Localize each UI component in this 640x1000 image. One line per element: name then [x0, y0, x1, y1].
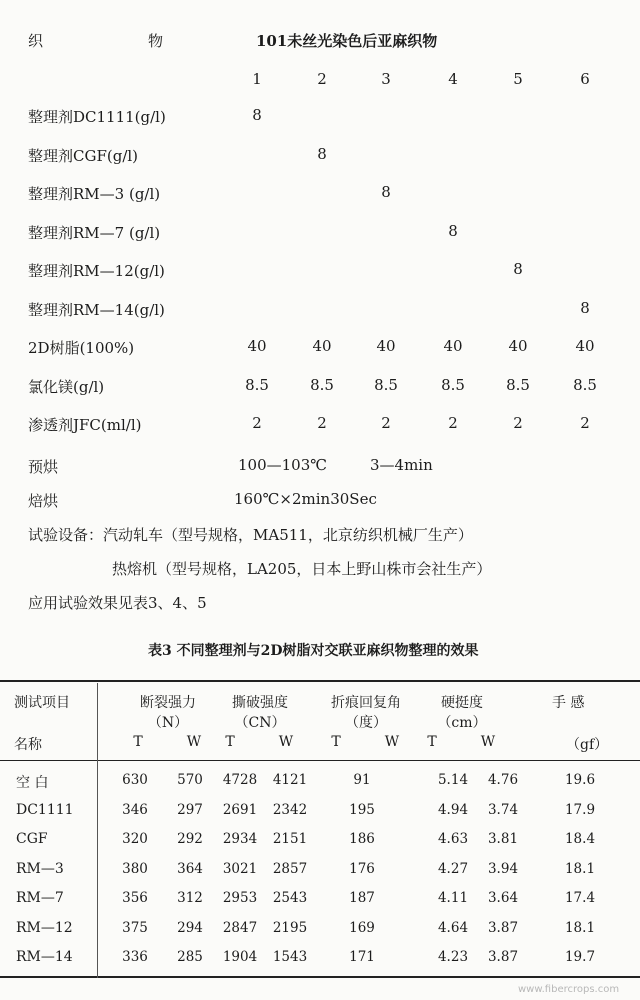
formulation-value: 40 [376, 337, 396, 355]
table-cell: 3.94 [487, 861, 519, 877]
table-cell: 380 [122, 861, 148, 877]
formulation-row-label: 渗透剂JFC(ml/l) [28, 416, 142, 434]
table-cell: 1543 [272, 949, 308, 965]
formulation-value: 40 [443, 337, 463, 355]
bake-value: 160℃×2min30Sec [234, 490, 377, 508]
table-cell: 17.4 [564, 890, 596, 906]
table-cell: 18.1 [564, 861, 596, 877]
header-w: W [278, 734, 294, 750]
column-number: 3 [381, 70, 391, 88]
table-cell: 285 [177, 949, 203, 965]
equipment-note-2: 热熔机（型号规格，LA205，日本上野山株市会社生产） [112, 560, 492, 578]
table-cell: 195 [349, 802, 375, 818]
table-cell: 297 [177, 802, 203, 818]
column-number: 1 [252, 70, 262, 88]
table-cell: 4.63 [437, 831, 469, 847]
table-cell: 171 [349, 949, 375, 965]
header-group-title: 硬挺度 [441, 695, 483, 711]
table-cell: 320 [122, 831, 148, 847]
header-w: W [186, 734, 202, 750]
table-cell: 4.64 [437, 920, 469, 936]
header-t: T [427, 734, 437, 750]
table-cell: 2151 [272, 831, 308, 847]
table-row-name: DC1111 [16, 802, 74, 818]
formulation-value: 2 [580, 414, 590, 432]
results-reference: 应用试验效果见表3、4、5 [28, 594, 207, 612]
formulation-value: 8 [448, 222, 458, 240]
formulation-value: 40 [247, 337, 267, 355]
table-cell: 3.81 [487, 831, 519, 847]
formulation-value: 2 [317, 414, 327, 432]
table-cell: 3.87 [487, 920, 519, 936]
table-cell: 4.11 [437, 890, 469, 906]
table-cell: 19.7 [564, 949, 596, 965]
table-bottom-rule [0, 976, 640, 978]
table-cell: 1904 [222, 949, 258, 965]
header-group-title: 撕破强度 [232, 695, 288, 711]
formulation-value: 40 [508, 337, 528, 355]
formulation-row-label: 整理剂CGF(g/l) [28, 147, 139, 165]
table-cell: 364 [177, 861, 203, 877]
formulation-value: 8.5 [573, 376, 597, 394]
header-t: T [331, 734, 341, 750]
formulation-value: 8.5 [374, 376, 398, 394]
column-number: 4 [448, 70, 458, 88]
fabric-title: 101未丝光染色后亚麻织物 [256, 32, 438, 50]
header-test-item: 测试项目 [14, 695, 70, 711]
table-cell: 356 [122, 890, 148, 906]
table-row-name: 空 白 [16, 775, 49, 791]
column-number: 5 [513, 70, 523, 88]
table-row-name: CGF [16, 831, 48, 847]
table-name-divider [97, 683, 98, 978]
table-cell: 3021 [222, 861, 258, 877]
table-row-name: RM—14 [16, 949, 73, 965]
formulation-value: 8.5 [441, 376, 465, 394]
formulation-row-label: 整理剂RM—14(g/l) [28, 301, 165, 319]
formulation-value: 2 [381, 414, 391, 432]
formulation-value: 2 [513, 414, 523, 432]
table-cell: 169 [349, 920, 375, 936]
table-cell: 4.76 [487, 772, 519, 788]
table-cell: 187 [349, 890, 375, 906]
formulation-value: 8 [252, 106, 262, 124]
formulation-value: 8 [513, 260, 523, 278]
bake-label: 焙烘 [28, 492, 59, 510]
formulation-row-label: 整理剂RM—7 (g/l) [28, 224, 161, 242]
table-cell: 2342 [272, 802, 308, 818]
table-cell: 5.14 [437, 772, 469, 788]
table-cell: 2953 [222, 890, 258, 906]
table-cell: 2934 [222, 831, 258, 847]
table-cell: 312 [177, 890, 203, 906]
header-group-title: 断裂强力 [140, 695, 196, 711]
header-group-unit: （CN） [234, 715, 286, 731]
table-cell: 570 [177, 772, 203, 788]
table-cell: 4.94 [437, 802, 469, 818]
header-group-unit: （cm） [437, 715, 487, 731]
table-header-rule [0, 760, 640, 761]
header-hand-unit: （gf） [566, 737, 609, 753]
table-cell: 176 [349, 861, 375, 877]
fabric-label-right: 物 [148, 32, 164, 50]
table-cell: 2857 [272, 861, 308, 877]
formulation-value: 40 [312, 337, 332, 355]
header-w: W [480, 734, 496, 750]
table-cell: 17.9 [564, 802, 596, 818]
table-cell: 336 [122, 949, 148, 965]
formulation-row-label: 整理剂DC1111(g/l) [28, 108, 166, 126]
table-cell: 2847 [222, 920, 258, 936]
table-cell: 294 [177, 920, 203, 936]
header-group-title: 折痕回复角 [331, 695, 401, 711]
table-cell: 4.27 [437, 861, 469, 877]
header-t: T [225, 734, 235, 750]
header-t: T [133, 734, 143, 750]
table-cell: 2543 [272, 890, 308, 906]
table-cell: 3.64 [487, 890, 519, 906]
watermark: www.fibercrops.com [518, 984, 620, 995]
table-cell: 19.6 [564, 772, 596, 788]
formulation-value: 8 [580, 299, 590, 317]
table-cell: 18.4 [564, 831, 596, 847]
formulation-row-label: 氯化镁(g/l) [28, 378, 105, 396]
header-hand: 手 感 [552, 695, 585, 711]
predry-time: 3—4min [370, 456, 433, 474]
equipment-note-1: 试验设备：汽动轧车（型号规格，MA511，北京纺织机械厂生产） [28, 526, 473, 544]
header-group-unit: （度） [345, 715, 387, 731]
formulation-value: 8 [381, 183, 391, 201]
table-row-name: RM—7 [16, 890, 64, 906]
formulation-value: 2 [252, 414, 262, 432]
table-top-rule [0, 680, 640, 682]
formulation-value: 8 [317, 145, 327, 163]
formulation-row-label: 整理剂RM—12(g/l) [28, 262, 165, 280]
formulation-value: 8.5 [506, 376, 530, 394]
table-cell: 630 [122, 772, 148, 788]
column-number: 6 [580, 70, 590, 88]
formulation-row-label: 2D树脂(100%) [28, 339, 135, 357]
table3-caption: 表3 不同整理剂与2D树脂对交联亚麻织物整理的效果 [148, 643, 479, 659]
table-cell: 346 [122, 802, 148, 818]
table-cell: 4728 [222, 772, 258, 788]
formulation-value: 8.5 [245, 376, 269, 394]
table-cell: 2195 [272, 920, 308, 936]
table-cell: 186 [349, 831, 375, 847]
formulation-value: 8.5 [310, 376, 334, 394]
fabric-label-left: 织 [28, 32, 44, 50]
table-cell: 18.1 [564, 920, 596, 936]
formulation-row-label: 整理剂RM—3 (g/l) [28, 185, 161, 203]
table-row-name: RM—12 [16, 920, 73, 936]
formulation-value: 2 [448, 414, 458, 432]
predry-temp: 100—103℃ [238, 456, 328, 474]
table-cell: 2691 [222, 802, 258, 818]
table-cell: 3.87 [487, 949, 519, 965]
header-group-unit: （N） [147, 715, 189, 731]
table-cell: 4.23 [437, 949, 469, 965]
formulation-value: 40 [575, 337, 595, 355]
table-cell: 292 [177, 831, 203, 847]
predry-label: 预烘 [28, 458, 59, 476]
column-number: 2 [317, 70, 327, 88]
table-cell: 3.74 [487, 802, 519, 818]
table-cell: 375 [122, 920, 148, 936]
table-row-name: RM—3 [16, 861, 64, 877]
table-cell: 91 [353, 772, 371, 788]
header-w: W [384, 734, 400, 750]
table-cell: 4121 [272, 772, 308, 788]
header-name: 名称 [14, 737, 42, 753]
